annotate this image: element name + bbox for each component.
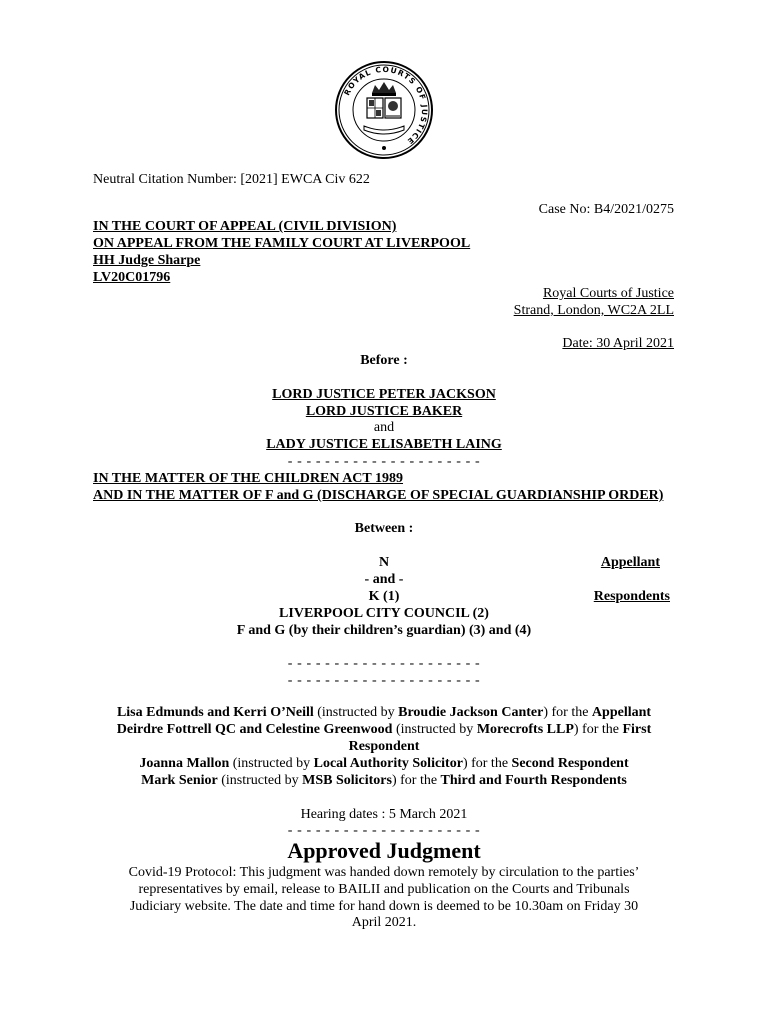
protocol-line-4: April 2021. [351, 915, 417, 930]
counsel-segment: (instructed by [313, 705, 399, 720]
divider-4: - - - - - - - - - - - - - - - - - - - - - [287, 823, 481, 838]
counsel-segment: Appellant [591, 705, 652, 720]
respondent-3-4: F and G (by their children’s guardian) (3) and (4) [236, 623, 532, 638]
protocol-line-1: Covid-19 Protocol: This judgment was handed down remotely by circulation to the parties’ [128, 865, 640, 880]
bench-and: and [373, 420, 395, 435]
counsel-segment: Local Authority Solicitor [313, 756, 463, 771]
case-number: Case No: B4/2021/0275 [538, 202, 674, 217]
counsel-segment: ) for the [573, 722, 623, 737]
between-label: Between : [354, 521, 414, 536]
counsel-segment: Broudie Jackson Canter [398, 705, 544, 720]
matter-line-1: IN THE MATTER OF THE CHILDREN ACT 1989 [93, 471, 404, 486]
counsel-segment: Mark Senior [141, 773, 218, 788]
parties-and: - and - [364, 572, 404, 587]
address-line-1: Royal Courts of Justice [542, 286, 674, 301]
counsel-segment: ) for the [543, 705, 592, 720]
respondent-1: K (1) [368, 589, 400, 604]
counsel-line [0, 704, 768, 721]
counsel-segment: ) for the [462, 756, 512, 771]
respondents-role: Respondents [593, 589, 670, 604]
counsel-line [0, 721, 768, 738]
appellant-name: N [378, 555, 390, 570]
counsel-segment: Lisa Edmunds and Kerri O’Neill [116, 705, 314, 720]
before-label: Before : [360, 353, 408, 368]
counsel-segment: Deirdre Fottrell QC and Celestine Greenwood [116, 722, 393, 737]
counsel-segment: First [622, 722, 652, 737]
counsel-segment: Joanna Mallon [139, 756, 230, 771]
counsel-segment: (instructed by [229, 756, 314, 771]
counsel-line [0, 772, 768, 789]
judge-3: LADY JUSTICE ELISABETH LAING [266, 437, 502, 452]
hearing-dates: Hearing dates : 5 March 2021 [300, 807, 468, 822]
counsel-segment: (instructed by [392, 722, 477, 737]
counsel-segment: (instructed by [217, 773, 303, 788]
counsel-line [0, 738, 768, 755]
court-line-2: ON APPEAL FROM THE FAMILY COURT AT LIVERPOOL [93, 236, 471, 251]
crest-ring-text: ROYAL COURTS OF JUSTICE [342, 64, 430, 147]
counsel-segment: Morecrofts LLP [476, 722, 574, 737]
counsel-line [0, 755, 768, 772]
counsel-segment: Second Respondent [511, 756, 629, 771]
court-line-3: HH Judge Sharpe [93, 253, 201, 268]
judge-1: LORD JUSTICE PETER JACKSON [272, 387, 496, 402]
judgment-date: Date: 30 April 2021 [562, 336, 674, 351]
divider-3: - - - - - - - - - - - - - - - - - - - - - [287, 673, 481, 688]
divider-1: - - - - - - - - - - - - - - - - - - - - - [287, 454, 481, 469]
matter-line-2: AND IN THE MATTER OF F and G (DISCHARGE OF SPECIAL GUARDIANSHIP ORDER) [93, 488, 664, 503]
judge-2: LORD JUSTICE BAKER [305, 404, 463, 419]
judgment-title: Approved Judgment [287, 838, 481, 863]
counsel-segment: MSB Solicitors [302, 773, 392, 788]
neutral-citation: Neutral Citation Number: [2021] EWCA Civ 622 [93, 172, 370, 187]
address-line-2: Strand, London, WC2A 2LL [513, 303, 674, 318]
royal-courts-crest-icon [334, 60, 434, 160]
counsel-segment: Third and Fourth Respondents [440, 773, 627, 788]
court-line-1: IN THE COURT OF APPEAL (CIVIL DIVISION) [93, 219, 397, 234]
court-line-4: LV20C01796 [93, 270, 171, 285]
counsel-segment: ) for the [391, 773, 441, 788]
appellant-role: Appellant [600, 555, 660, 570]
counsel-segment: Respondent [348, 739, 420, 754]
respondent-2: LIVERPOOL CITY COUNCIL (2) [279, 606, 489, 621]
protocol-line-2: representatives by email, release to BAILII and publication on the Courts and Tribunals [138, 882, 630, 897]
protocol-line-3: Judiciary website. The date and time for hand down is deemed to be 10.30am on Friday 30 [129, 899, 639, 914]
divider-2: - - - - - - - - - - - - - - - - - - - - - [287, 656, 481, 671]
